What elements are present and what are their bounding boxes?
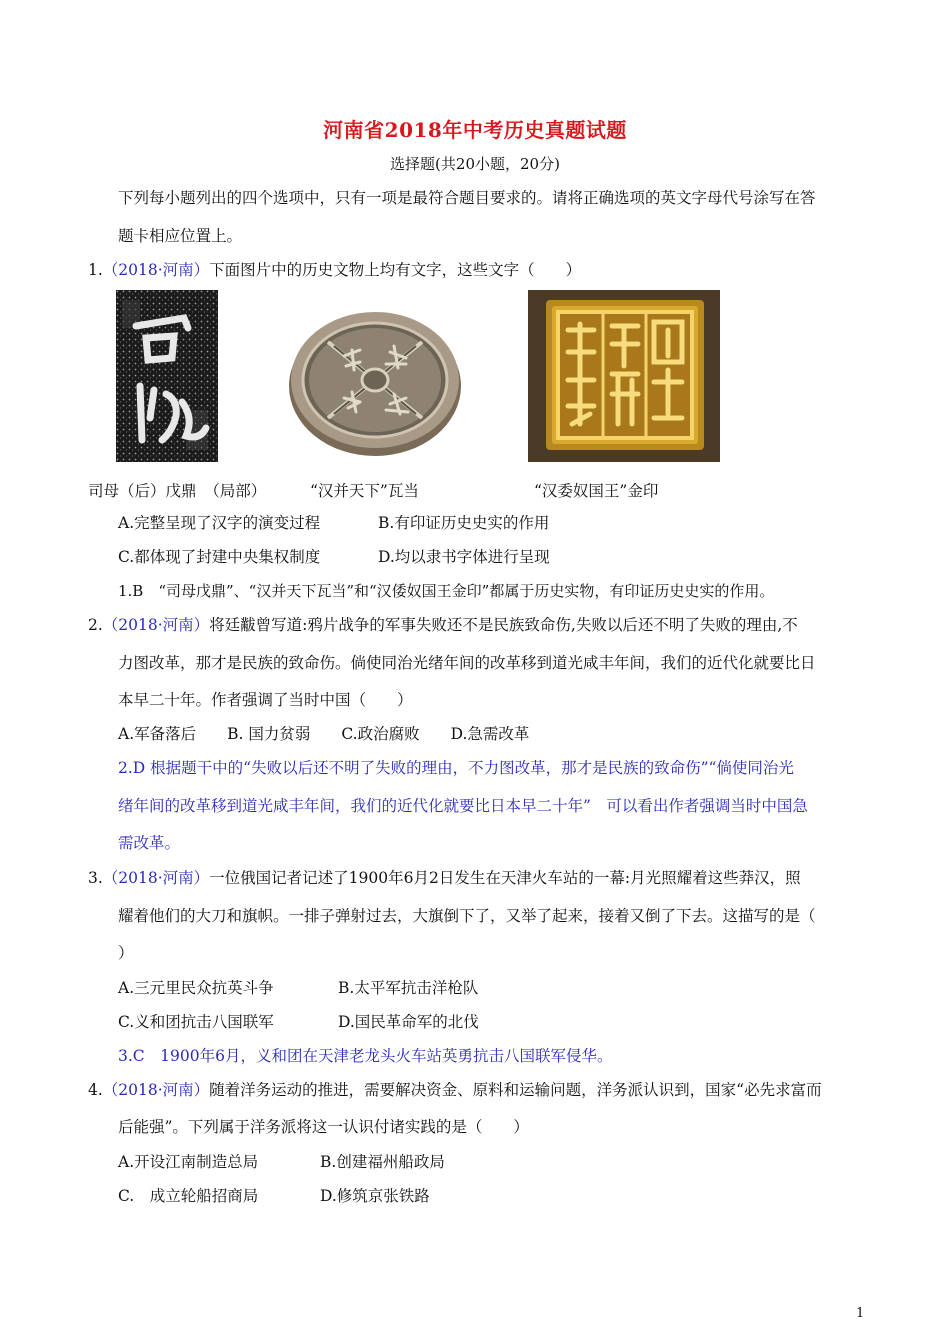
q3-option-d: D.国民革命军的北伐 (338, 1013, 479, 1031)
q4-number: 4. (88, 1081, 103, 1099)
simuwu-ding-rubbing-image (116, 290, 218, 462)
q3-text-1: 一位俄国记者记述了1900年6月2日发生在天津火车站的一幕:月光照耀着这些莽汉，照 (209, 869, 801, 887)
q1-caption-1: 司母（后）戊鼎 （局部） (88, 482, 267, 500)
section-subtitle: 选择题(共20小题，20分) (390, 155, 560, 173)
instructions-line-1: 下列每小题列出的四个选项中，只有一项是最符合题目要求的。请将正确选项的英文字母代号涂写在答 (118, 189, 816, 207)
q2-number: 2. (88, 616, 103, 634)
q4-option-d: D.修筑京张铁路 (320, 1187, 430, 1205)
q2-options: A.军备落后 B. 国力贫弱 C.政治腐败 D.急需改革 (118, 725, 530, 743)
q1-source: （2018·河南） (102, 261, 210, 279)
q1-option-a: A.完整呈现了汉字的演变过程 (118, 514, 321, 532)
q2-line-2: 力图改革，那才是民族的致命伤。倘使同治光绪年间的改革移到道光咸丰年间，我们的近代化就要比日 (118, 654, 816, 672)
q4-line-1 (88, 1080, 822, 1100)
q2-source: （2018·河南） (102, 616, 210, 634)
q2-line-1 (88, 615, 798, 635)
q2-answer-line-2: 绪年间的改革移到道光咸丰年间，我们的近代化就要比日本早二十年” 可以看出作者强调当时中国急 (118, 797, 808, 815)
q3-source: （2018·河南） (102, 869, 210, 887)
q2-answer-line-3: 需改革。 (118, 834, 181, 852)
q1-stem (88, 260, 581, 280)
q4-line-2: 后能强”。下列属于洋务派将这一认识付诸实践的是（ ） (118, 1118, 529, 1136)
q3-option-b: B.太平军抗击洋枪队 (338, 979, 479, 997)
q3-answer: 3.C 1900年6月，义和团在天津老龙头火车站英勇抗击八国联军侵华。 (118, 1047, 613, 1065)
instructions-line-2: 题卡相应位置上。 (118, 227, 243, 245)
page-number: 1 (856, 1306, 865, 1321)
q4-option-c: C. 成立轮船招商局 (118, 1187, 259, 1205)
q3-number: 3. (88, 869, 103, 887)
q3-option-a: A.三元里民众抗英斗争 (118, 979, 274, 997)
q1-option-b: B.有印证历史史实的作用 (378, 514, 550, 532)
q1-option-c: C.都体现了封建中央集权制度 (118, 548, 321, 566)
q1-caption-2: “汉并天下”瓦当 (310, 482, 419, 500)
han-wei-nu-guo-wang-gold-seal-image (528, 290, 720, 462)
q4-option-b: B.创建福州船政局 (320, 1153, 445, 1171)
hanbingtianxia-tile-end-image (286, 294, 464, 460)
q1-answer: 1.B “司母戊鼎”、“汉并天下瓦当”和“汉倭奴国王金印”都属于历史实物，有印证历史史实的作用。 (118, 582, 775, 600)
q4-text-1: 随着洋务运动的推进，需要解决资金、原料和运输问题，洋务派认识到，国家“必先求富而 (209, 1081, 822, 1099)
q4-source: （2018·河南） (102, 1081, 210, 1099)
q4-option-a: A.开设江南制造总局 (118, 1153, 259, 1171)
q3-line-3: ） (118, 944, 134, 962)
q2-line-3: 本早二十年。作者强调了当时中国（ ） (118, 691, 413, 709)
page-title: 河南省2018年中考历史真题试题 (323, 118, 627, 142)
q3-line-2: 耀着他们的大刀和旗帜。一排子弹射过去，大旗倒下了，又举了起来，接着又倒了下去。这描写的是（ (118, 907, 816, 925)
q3-line-1 (88, 868, 801, 888)
q1-text: 下面图片中的历史文物上均有文字，这些文字（ ） (209, 261, 582, 279)
q2-answer-line-1: 2.D 根据题干中的“失败以后还不明了失败的理由，不力图改革，那才是民族的致命伤”“倘使同治光 (118, 759, 794, 777)
q3-option-c: C.义和团抗击八国联军 (118, 1013, 274, 1031)
q1-number: 1. (88, 261, 103, 279)
q2-text-1: 将廷黻曾写道:鸦片战争的军事失败还不是民族致命伤,失败以后还不明了失败的理由,不 (209, 616, 798, 634)
q1-caption-3: “汉委奴国王”金印 (534, 482, 659, 500)
q1-option-d: D.均以隶书字体进行呈现 (378, 548, 550, 566)
